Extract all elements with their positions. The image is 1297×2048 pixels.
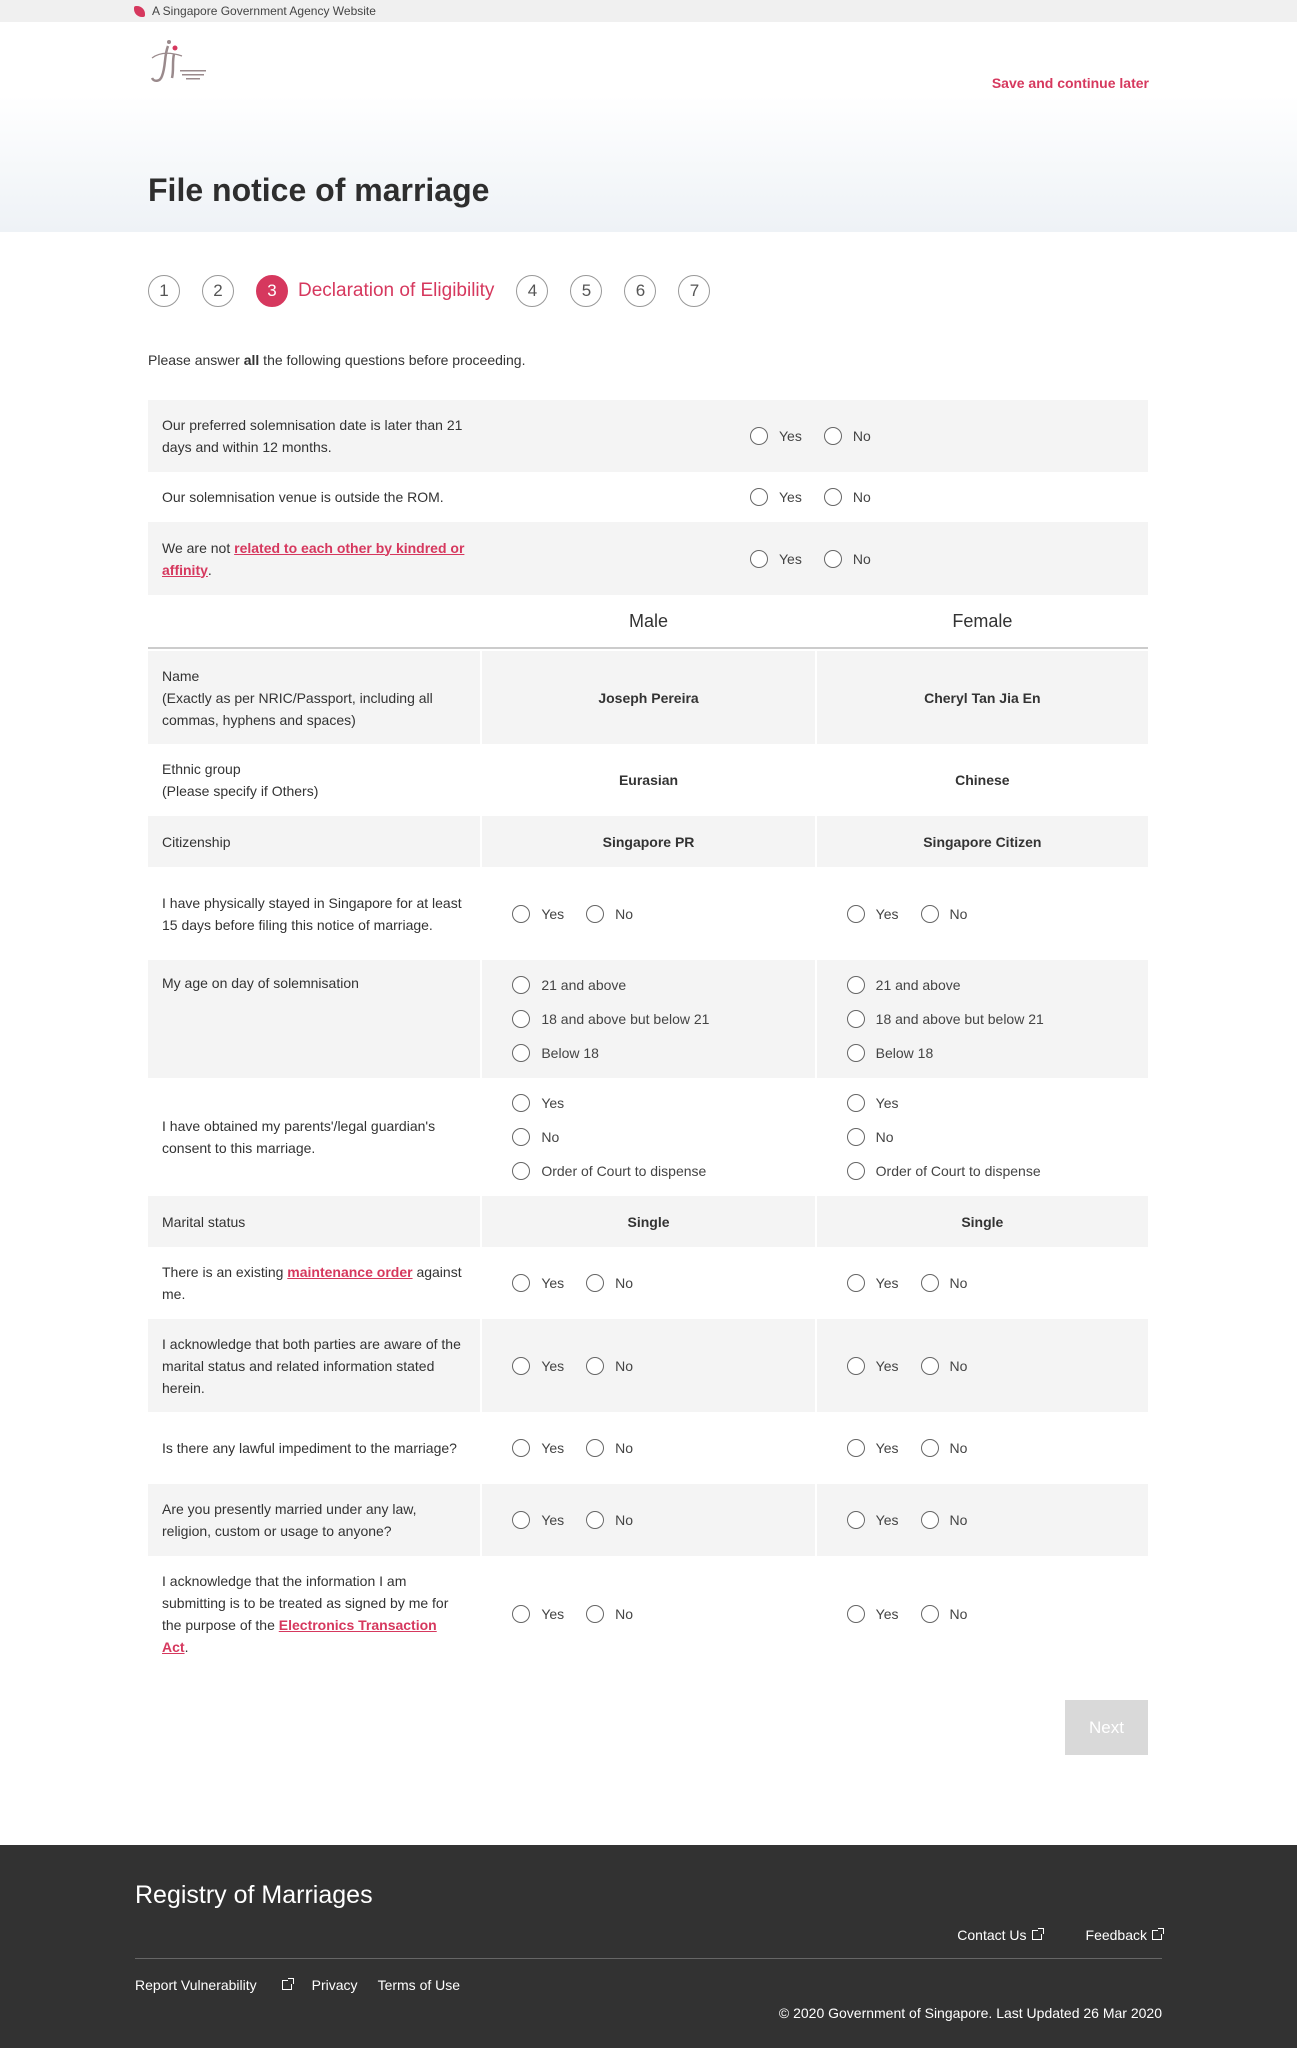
report-vulnerability-link[interactable] <box>135 1977 292 1993</box>
radio-no[interactable] <box>921 1603 968 1625</box>
radio-no[interactable] <box>921 1509 968 1531</box>
table-row-ethnic <box>148 744 1148 816</box>
radio-label: 21 and above <box>875 977 961 993</box>
male-name: Joseph Pereira <box>482 651 814 744</box>
radio-label: No <box>615 905 634 922</box>
venue-label: Our solemnisation venue is outside the ROM. <box>162 489 444 505</box>
radio-yes[interactable] <box>512 903 564 925</box>
radio-circle-icon[interactable] <box>512 1274 530 1292</box>
maintenance-post: against me. <box>162 1264 462 1302</box>
radio-court-order[interactable] <box>512 1160 706 1182</box>
female-married-answers <box>817 1484 1148 1556</box>
radio-group <box>847 1603 990 1625</box>
radio-circle-icon[interactable] <box>586 1357 604 1375</box>
terms-of-use-link[interactable]: Terms of Use <box>377 1977 461 1993</box>
radio-label: No <box>949 1357 968 1374</box>
radio-group <box>512 1272 655 1294</box>
radio-group <box>512 1437 655 1459</box>
radio-label: No <box>615 1357 634 1374</box>
table-row-age <box>148 960 1148 1078</box>
contact-us-label: Contact Us <box>957 1927 1027 1943</box>
radio-group <box>512 1603 655 1625</box>
header-spacer <box>148 595 480 647</box>
radio-circle-icon[interactable] <box>847 1605 865 1623</box>
radio-stack <box>847 968 1044 1070</box>
solemnisation-date-label: Our preferred solemnisation date is later than 21 days and within 12 months. <box>148 400 488 472</box>
marital-label: Marital status <box>148 1196 480 1247</box>
radio-circle-icon[interactable] <box>847 1094 865 1112</box>
radio-group <box>847 1272 990 1294</box>
radio-no[interactable] <box>847 1126 1041 1148</box>
citizenship-label: Citizenship <box>148 816 480 867</box>
external-link-icon <box>1152 1930 1162 1940</box>
question-row-solemnisation-date <box>148 400 1148 472</box>
female-header: Female <box>952 611 1013 631</box>
electronics-transaction-act-link[interactable]: Electronics Transaction Act <box>162 1616 437 1655</box>
question-row-kindred <box>148 522 1148 595</box>
copyright-text: © 2020 Government of Singapore. Last Updated 26 Mar 2020 <box>778 2005 1162 2021</box>
table-row-maintenance <box>148 1247 1148 1319</box>
radio-circle-icon[interactable] <box>512 1128 530 1146</box>
radio-label: Yes <box>541 905 565 922</box>
radio-label: Yes <box>875 1357 899 1374</box>
ethnic-label: Ethnic group <box>162 761 241 777</box>
radio-label: Yes <box>779 428 802 444</box>
table-row-signed <box>148 1556 1148 1671</box>
radio-no[interactable] <box>921 1272 968 1294</box>
kindred-affinity-link[interactable]: related to each other by kindred or affinity <box>162 539 465 578</box>
age-label: My age on day of solemnisation <box>148 960 480 1078</box>
save-continue-later-link[interactable]: Save and continue later <box>991 75 1149 91</box>
radio-group <box>512 1509 655 1531</box>
radio-group <box>847 903 990 925</box>
consent-label: I have obtained my parents'/legal guardian's consent to this marriage. <box>162 1118 436 1156</box>
male-citizenship: Singapore PR <box>482 816 814 867</box>
table-header <box>148 595 1148 649</box>
radio-circle-icon[interactable] <box>512 1357 530 1375</box>
radio-group <box>847 1437 990 1459</box>
radio-circle-icon[interactable] <box>586 1605 604 1623</box>
impediment-label: Is there any lawful impediment to the marriage? <box>162 1440 457 1456</box>
radio-label: No <box>949 1440 968 1456</box>
radio-circle-icon[interactable] <box>512 905 530 923</box>
radio-label: Yes <box>541 1357 565 1374</box>
radio-label: 18 and above but below 21 <box>875 1011 1044 1027</box>
radio-circle-icon[interactable] <box>586 1274 604 1292</box>
radio-no[interactable] <box>586 1355 633 1377</box>
table-row-citizenship <box>148 816 1148 867</box>
contact-us-link[interactable] <box>935 1927 1041 1943</box>
maintenance-pre: There is an existing <box>162 1264 288 1280</box>
female-marital: Single <box>817 1196 1148 1247</box>
radio-label: Yes <box>875 1095 899 1111</box>
step-1[interactable]: 1 <box>148 275 180 307</box>
radio-21-above[interactable] <box>847 974 1044 996</box>
footer-divider <box>135 1958 1162 1959</box>
female-citizenship: Singapore Citizen <box>817 816 1148 867</box>
table-row-impediment <box>148 1412 1148 1484</box>
radio-label: Yes <box>875 1440 899 1456</box>
instruction-text <box>148 352 525 368</box>
radio-circle-icon[interactable] <box>847 905 865 923</box>
radio-label: No <box>541 1129 560 1145</box>
radio-circle-icon[interactable] <box>847 1439 865 1457</box>
radio-label: Yes <box>875 1275 899 1291</box>
rom-logo[interactable] <box>148 38 210 86</box>
female-consent-answers <box>817 1078 1148 1196</box>
radio-group <box>512 1355 655 1377</box>
table-row-stay <box>148 867 1148 960</box>
radio-circle-icon[interactable] <box>847 1044 865 1062</box>
lion-head-icon <box>134 6 145 17</box>
table-row-married <box>148 1484 1148 1556</box>
male-impediment-answers <box>482 1412 814 1484</box>
radio-label: No <box>949 1605 968 1622</box>
radio-circle-icon[interactable] <box>921 1439 939 1457</box>
kindred-answers <box>488 522 1148 595</box>
female-name: Cheryl Tan Jia En <box>817 651 1148 744</box>
radio-circle-icon[interactable] <box>586 1439 604 1457</box>
site-footer <box>0 1845 1297 2048</box>
radio-stack <box>847 1086 1041 1188</box>
radio-label: 18 and above but below 21 <box>541 1011 710 1027</box>
male-stay-answers <box>482 867 814 960</box>
radio-18-21[interactable] <box>512 1008 709 1030</box>
footer-title: Registry of Marriages <box>135 1881 373 1909</box>
radio-label: Yes <box>541 1512 565 1528</box>
maintenance-label <box>148 1247 480 1319</box>
female-ethnic: Chinese <box>955 772 1010 788</box>
solemnisation-date-answers <box>488 400 1148 472</box>
radio-label: No <box>852 550 871 567</box>
radio-stack <box>512 1086 706 1188</box>
radio-group <box>847 1355 990 1377</box>
radio-label: Yes <box>779 550 802 567</box>
radio-yes[interactable] <box>847 1437 899 1459</box>
radio-circle-icon[interactable] <box>847 976 865 994</box>
female-acknowledge-answers <box>817 1319 1148 1412</box>
radio-circle-icon[interactable] <box>750 427 768 445</box>
radio-yes[interactable] <box>847 903 899 925</box>
step-6[interactable]: 6 <box>624 275 656 307</box>
male-age-answers <box>482 960 814 1078</box>
radio-circle-icon[interactable] <box>847 1274 865 1292</box>
radio-label: No <box>615 1512 634 1528</box>
radio-label: No <box>875 1129 894 1145</box>
radio-label: No <box>852 428 871 444</box>
name-hint: (Exactly as per NRIC/Passport, including all commas, hyphens and spaces) <box>162 689 433 728</box>
female-maintenance-answers <box>817 1247 1148 1319</box>
radio-no[interactable] <box>824 486 871 508</box>
radio-yes[interactable] <box>750 548 802 570</box>
radio-circle-icon[interactable] <box>847 1128 865 1146</box>
married-label: Are you presently married under any law, religion, custom or usage to anyone? <box>148 1484 480 1556</box>
radio-circle-icon[interactable] <box>512 1605 530 1623</box>
radio-label: Yes <box>875 1512 899 1528</box>
page-title: File notice of marriage <box>148 172 490 208</box>
radio-circle-icon[interactable] <box>750 488 768 506</box>
radio-circle-icon[interactable] <box>921 1511 939 1529</box>
stepper <box>148 275 732 307</box>
radio-label: Yes <box>875 1605 899 1622</box>
radio-circle-icon[interactable] <box>512 1044 530 1062</box>
venue-answers <box>488 472 1148 522</box>
radio-circle-icon[interactable] <box>512 976 530 994</box>
radio-circle-icon[interactable] <box>921 1605 939 1623</box>
step-5[interactable]: 5 <box>570 275 602 307</box>
radio-no[interactable] <box>921 1437 968 1459</box>
name-label: Name <box>162 667 200 684</box>
male-consent-answers <box>482 1078 814 1196</box>
radio-label: No <box>615 1440 634 1456</box>
radio-group <box>750 548 893 570</box>
radio-circle-icon[interactable] <box>586 905 604 923</box>
male-marital: Single <box>482 1196 814 1247</box>
radio-yes[interactable] <box>512 1272 564 1294</box>
radio-circle-icon[interactable] <box>847 1010 865 1028</box>
radio-no[interactable] <box>921 903 968 925</box>
radio-label: Below 18 <box>875 1045 934 1061</box>
male-maintenance-answers <box>482 1247 814 1319</box>
eligibility-form-rows <box>148 400 1148 1671</box>
radio-circle-icon[interactable] <box>824 427 842 445</box>
instruction-post: the following questions before proceeding. <box>259 352 526 368</box>
radio-yes[interactable] <box>847 1092 1041 1114</box>
radio-court-order[interactable] <box>847 1160 1041 1182</box>
radio-circle-icon[interactable] <box>512 1162 530 1180</box>
acknowledge-label: I acknowledge that both parties are aware of the marital status and related information stated herein. <box>148 1319 480 1412</box>
radio-label: Below 18 <box>541 1045 599 1061</box>
step-4[interactable]: 4 <box>516 275 548 307</box>
radio-label: Yes <box>541 1095 565 1111</box>
radio-below-18[interactable] <box>847 1042 1044 1064</box>
footer-right-links <box>913 1927 1162 1943</box>
radio-no[interactable] <box>586 1272 633 1294</box>
feedback-link[interactable] <box>1064 1927 1162 1943</box>
radio-no[interactable] <box>824 425 871 447</box>
privacy-link[interactable]: Privacy <box>311 1977 358 1993</box>
instruction-pre: Please answer <box>148 352 244 368</box>
feedback-label: Feedback <box>1085 1927 1147 1943</box>
radio-group <box>750 486 893 508</box>
radio-circle-icon[interactable] <box>847 1357 865 1375</box>
footer-bottom-links <box>135 1977 480 1993</box>
radio-no[interactable] <box>586 1603 633 1625</box>
radio-no[interactable] <box>824 548 871 570</box>
external-link-icon <box>1032 1930 1042 1940</box>
step-2[interactable]: 2 <box>202 275 234 307</box>
female-impediment-answers <box>817 1412 1148 1484</box>
radio-circle-icon[interactable] <box>512 1010 530 1028</box>
male-married-answers <box>482 1484 814 1556</box>
kindred-pre: We are not <box>162 539 235 556</box>
signed-post: . <box>184 1638 189 1655</box>
radio-group <box>847 1509 990 1531</box>
radio-yes[interactable] <box>750 425 802 447</box>
radio-label: Yes <box>541 1605 565 1622</box>
male-ethnic: Eurasian <box>618 772 679 788</box>
radio-circle-icon[interactable] <box>847 1511 865 1529</box>
gov-bar <box>0 0 1297 22</box>
gov-bar-text: A Singapore Government Agency Website <box>152 4 376 18</box>
kindred-post: . <box>207 561 212 578</box>
maintenance-order-link[interactable]: maintenance order <box>287 1264 413 1280</box>
radio-label: Yes <box>541 1440 565 1456</box>
stay-label: I have physically stayed in Singapore for at least 15 days before filing this notice of marriage. <box>162 894 462 933</box>
male-signed-answers <box>482 1556 814 1671</box>
radio-label: Yes <box>779 489 802 505</box>
report-vulnerability-label: Report Vulnerability <box>135 1977 257 1993</box>
signed-pre: I acknowledge that the information I am submitting is to be treated as signed by me for the purpose of the <box>162 1572 449 1633</box>
step-3-label: Declaration of Eligibility <box>298 280 495 301</box>
next-button[interactable]: Next <box>1065 1700 1148 1755</box>
radio-yes[interactable] <box>847 1272 899 1294</box>
female-signed-answers <box>817 1556 1148 1671</box>
radio-label: No <box>852 489 871 505</box>
radio-18-21[interactable] <box>847 1008 1044 1030</box>
radio-no[interactable] <box>586 1509 633 1531</box>
signed-label <box>148 1556 480 1671</box>
radio-circle-icon[interactable] <box>921 1357 939 1375</box>
radio-circle-icon[interactable] <box>586 1511 604 1529</box>
radio-21-above[interactable] <box>512 974 709 996</box>
external-link-icon <box>282 1980 292 1990</box>
male-acknowledge-answers <box>482 1319 814 1412</box>
radio-yes[interactable] <box>512 1092 706 1114</box>
radio-circle-icon[interactable] <box>824 550 842 568</box>
radio-label: No <box>949 1512 968 1528</box>
radio-no[interactable] <box>512 1126 706 1148</box>
radio-circle-icon[interactable] <box>847 1162 865 1180</box>
radio-yes[interactable] <box>847 1355 899 1377</box>
radio-label: Yes <box>875 905 899 922</box>
radio-yes[interactable] <box>847 1603 899 1625</box>
radio-no[interactable] <box>586 903 633 925</box>
radio-label: No <box>615 1275 634 1291</box>
question-row-venue <box>148 472 1148 522</box>
name-label-cell <box>148 651 480 744</box>
table-row-acknowledge <box>148 1319 1148 1412</box>
radio-circle-icon[interactable] <box>921 905 939 923</box>
radio-yes[interactable] <box>512 1437 564 1459</box>
radio-label: No <box>949 1275 968 1291</box>
radio-label: Order of Court to dispense <box>541 1163 707 1179</box>
radio-label: Order of Court to dispense <box>875 1163 1041 1179</box>
radio-yes[interactable] <box>847 1509 899 1531</box>
table-row-name <box>148 651 1148 744</box>
radio-circle-icon[interactable] <box>824 488 842 506</box>
radio-no[interactable] <box>586 1437 633 1459</box>
instruction-bold: all <box>243 352 260 368</box>
male-header: Male <box>629 611 669 631</box>
ethnic-hint: (Please specify if Others) <box>162 783 319 799</box>
female-age-answers <box>817 960 1148 1078</box>
radio-circle-icon[interactable] <box>512 1439 530 1457</box>
radio-yes[interactable] <box>512 1355 564 1377</box>
radio-group <box>512 903 655 925</box>
radio-circle-icon[interactable] <box>750 550 768 568</box>
step-7[interactable]: 7 <box>678 275 710 307</box>
radio-label: Yes <box>541 1275 565 1291</box>
radio-yes[interactable] <box>512 1509 564 1531</box>
page-header <box>0 22 1297 232</box>
table-row-marital <box>148 1196 1148 1247</box>
radio-label: No <box>949 905 968 922</box>
radio-yes[interactable] <box>750 486 802 508</box>
radio-circle-icon[interactable] <box>512 1511 530 1529</box>
radio-group <box>750 425 893 447</box>
ethnic-label-cell <box>148 744 480 816</box>
kindred-label <box>148 522 488 595</box>
radio-yes[interactable] <box>512 1603 564 1625</box>
table-row-consent <box>148 1078 1148 1196</box>
radio-label: 21 and above <box>541 977 627 993</box>
radio-no[interactable] <box>921 1355 968 1377</box>
radio-circle-icon[interactable] <box>921 1274 939 1292</box>
radio-circle-icon[interactable] <box>512 1094 530 1112</box>
radio-below-18[interactable] <box>512 1042 709 1064</box>
radio-label: No <box>615 1605 634 1622</box>
step-3-active[interactable]: 3 <box>256 275 288 307</box>
radio-stack <box>512 968 709 1070</box>
female-stay-answers <box>817 867 1148 960</box>
